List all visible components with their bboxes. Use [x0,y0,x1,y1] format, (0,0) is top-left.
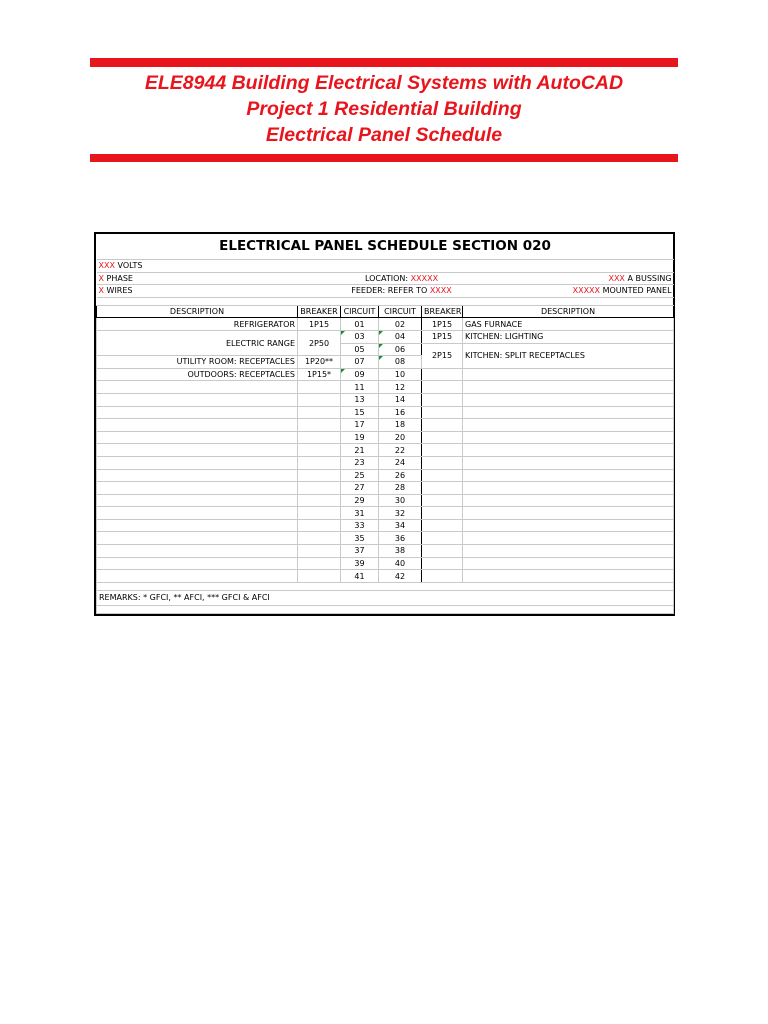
feeder-value: XXXX [429,286,452,296]
left-description-cell [97,456,298,469]
right-circuit-cell: 14 [379,393,422,406]
right-description-cell [463,406,674,419]
volts-cell [97,260,674,273]
right-description-cell [463,482,674,495]
col-header-left-breaker: BREAKER [298,305,341,318]
right-breaker-cell [422,519,463,532]
spacer-row [97,582,674,590]
left-circuit-cell: 29 [341,494,379,507]
left-description-cell [97,444,298,457]
left-description-cell [97,507,298,520]
right-description-cell: KITCHEN: SPLIT RECEPTACLES [463,343,674,368]
table-row [97,482,674,495]
right-breaker-cell: 2P15 [422,343,463,368]
left-breaker-cell [298,381,341,394]
right-description-cell [463,456,674,469]
table-row [97,570,674,583]
right-breaker-cell [422,456,463,469]
right-breaker-cell [422,419,463,432]
col-header-right-description: DESCRIPTION [463,305,674,318]
right-breaker-cell [422,431,463,444]
right-circuit-cell: 04 [379,330,422,343]
col-header-left-description: DESCRIPTION [97,305,298,318]
phase-cell [97,272,341,285]
right-description-cell [463,557,674,570]
right-circuit-cell: 16 [379,406,422,419]
left-description-cell: ELECTRIC RANGE [97,330,298,355]
right-breaker-cell [422,557,463,570]
left-breaker-cell [298,393,341,406]
table-row [97,557,674,570]
left-description-cell [97,519,298,532]
volts-label: VOLTS [117,261,143,271]
table-row [97,381,674,394]
left-breaker-cell [298,557,341,570]
table-row [97,393,674,406]
mounted-value: XXXXX [572,286,601,296]
right-description-cell [463,419,674,432]
table-row [97,368,674,381]
left-description-cell [97,570,298,583]
bussing-label: A BUSSING [627,273,672,283]
left-circuit-cell: 09 [341,368,379,381]
right-description-cell [463,469,674,482]
right-description-cell [463,507,674,520]
left-description-cell [97,393,298,406]
table-row [97,419,674,432]
bussing-value: XXX [608,273,625,283]
right-circuit-cell: 20 [379,431,422,444]
left-breaker-cell [298,545,341,558]
table-row [97,507,674,520]
left-circuit-cell: 33 [341,519,379,532]
phase-value: X [98,273,104,283]
right-circuit-cell: 10 [379,368,422,381]
left-circuit-cell: 31 [341,507,379,520]
right-description-cell [463,519,674,532]
left-circuit-cell: 13 [341,393,379,406]
table-row [97,532,674,545]
title-bottom-bar [90,154,678,162]
spacer-row [97,605,674,613]
right-description-cell: GAS FURNACE [463,318,674,331]
left-breaker-cell [298,570,341,583]
col-header-left-circuit: CIRCUIT [341,305,379,318]
right-breaker-cell [422,469,463,482]
right-circuit-cell: 24 [379,456,422,469]
right-description-cell [463,368,674,381]
wires-value: X [98,286,104,296]
table-row [97,494,674,507]
left-circuit-cell: 15 [341,406,379,419]
left-breaker-cell [298,456,341,469]
right-description-cell [463,545,674,558]
right-breaker-cell: 1P15 [422,318,463,331]
right-breaker-cell [422,494,463,507]
table-row [97,406,674,419]
left-description-cell [97,482,298,495]
feeder-cell [341,285,463,298]
left-circuit-cell: 35 [341,532,379,545]
right-description-cell [463,393,674,406]
feeder-label: FEEDER: REFER TO [351,286,428,296]
right-circuit-cell: 36 [379,532,422,545]
location-cell [341,272,463,285]
left-circuit-cell: 01 [341,318,379,331]
right-description-cell: KITCHEN: LIGHTING [463,330,674,343]
location-label: LOCATION: [364,273,409,283]
left-description-cell [97,545,298,558]
left-circuit-cell: 07 [341,356,379,369]
wires-label: WIRES [106,286,133,296]
bussing-cell [463,272,674,285]
right-breaker-cell [422,570,463,583]
right-circuit-cell: 18 [379,419,422,432]
right-description-cell [463,570,674,583]
left-description-cell: REFRIGERATOR [97,318,298,331]
left-description-cell [97,532,298,545]
right-description-cell [463,381,674,394]
right-breaker-cell: 1P15 [422,330,463,343]
volts-value: XXX [98,261,115,271]
panel-schedule-table [96,234,674,614]
right-circuit-cell: 38 [379,545,422,558]
left-breaker-cell [298,444,341,457]
left-circuit-cell: 27 [341,482,379,495]
right-breaker-cell [422,444,463,457]
left-circuit-cell: 25 [341,469,379,482]
left-circuit-cell: 17 [341,419,379,432]
right-circuit-cell: 06 [379,343,422,356]
mounted-label: MOUNTED PANEL [602,286,672,296]
right-breaker-cell [422,482,463,495]
right-circuit-cell: 08 [379,356,422,369]
right-breaker-cell [422,406,463,419]
right-circuit-cell: 26 [379,469,422,482]
right-description-cell [463,431,674,444]
mounted-cell [463,285,674,298]
table-row [97,545,674,558]
remarks: REMARKS: * GFCI, ** AFCI, *** GFCI & AFCI [97,590,674,605]
document-title [90,70,678,148]
left-breaker-cell [298,532,341,545]
right-circuit-cell: 34 [379,519,422,532]
left-breaker-cell [298,507,341,520]
left-circuit-cell: 11 [341,381,379,394]
right-circuit-cell: 32 [379,507,422,520]
right-description-cell [463,494,674,507]
left-description-cell: UTILITY ROOM: RECEPTACLES [97,356,298,369]
left-circuit-cell: 23 [341,456,379,469]
right-description-cell [463,532,674,545]
left-breaker-cell [298,406,341,419]
left-breaker-cell: 1P20** [298,356,341,369]
right-circuit-cell: 22 [379,444,422,457]
right-breaker-cell [422,368,463,381]
left-circuit-cell: 21 [341,444,379,457]
table-row [97,330,674,343]
left-circuit-cell: 03 [341,330,379,343]
location-value: XXXXX [410,273,439,283]
col-header-right-breaker: BREAKER [422,305,463,318]
table-row [97,456,674,469]
right-breaker-cell [422,507,463,520]
title-top-bar [90,58,678,67]
right-circuit-cell: 42 [379,570,422,583]
left-description-cell [97,419,298,432]
right-circuit-cell: 40 [379,557,422,570]
wires-cell [97,285,341,298]
title-line-project: Project 1 Residential Building [246,98,522,120]
left-breaker-cell [298,469,341,482]
left-description-cell [97,469,298,482]
left-circuit-cell: 37 [341,545,379,558]
left-breaker-cell [298,431,341,444]
spacer-row [97,297,674,305]
right-circuit-cell: 28 [379,482,422,495]
left-circuit-cell: 41 [341,570,379,583]
left-circuit-cell: 39 [341,557,379,570]
right-circuit-cell: 12 [379,381,422,394]
left-description-cell [97,431,298,444]
right-breaker-cell [422,532,463,545]
left-circuit-cell: 19 [341,431,379,444]
right-breaker-cell [422,393,463,406]
left-breaker-cell [298,482,341,495]
schedule-title: ELECTRICAL PANEL SCHEDULE SECTION 020 [97,234,674,260]
left-breaker-cell [298,519,341,532]
table-row [97,469,674,482]
left-breaker-cell: 1P15 [298,318,341,331]
left-description-cell: OUTDOORS: RECEPTACLES [97,368,298,381]
table-row [97,444,674,457]
table-row [97,519,674,532]
table-row [97,431,674,444]
col-header-right-circuit: CIRCUIT [379,305,422,318]
panel-schedule [94,232,675,616]
phase-label: PHASE [106,273,133,283]
title-line-course: ELE8944 Building Electrical Systems with AutoCAD [144,72,624,94]
left-description-cell [97,557,298,570]
table-row [97,318,674,331]
right-circuit-cell: 02 [379,318,422,331]
left-description-cell [97,381,298,394]
left-description-cell [97,406,298,419]
title-line-subject: Electrical Panel Schedule [265,124,503,146]
left-breaker-cell [298,494,341,507]
left-breaker-cell [298,419,341,432]
left-description-cell [97,494,298,507]
left-circuit-cell: 05 [341,343,379,356]
left-breaker-cell: 2P50 [298,330,341,355]
right-breaker-cell [422,381,463,394]
left-breaker-cell: 1P15* [298,368,341,381]
right-description-cell [463,444,674,457]
right-circuit-cell: 30 [379,494,422,507]
right-breaker-cell [422,545,463,558]
